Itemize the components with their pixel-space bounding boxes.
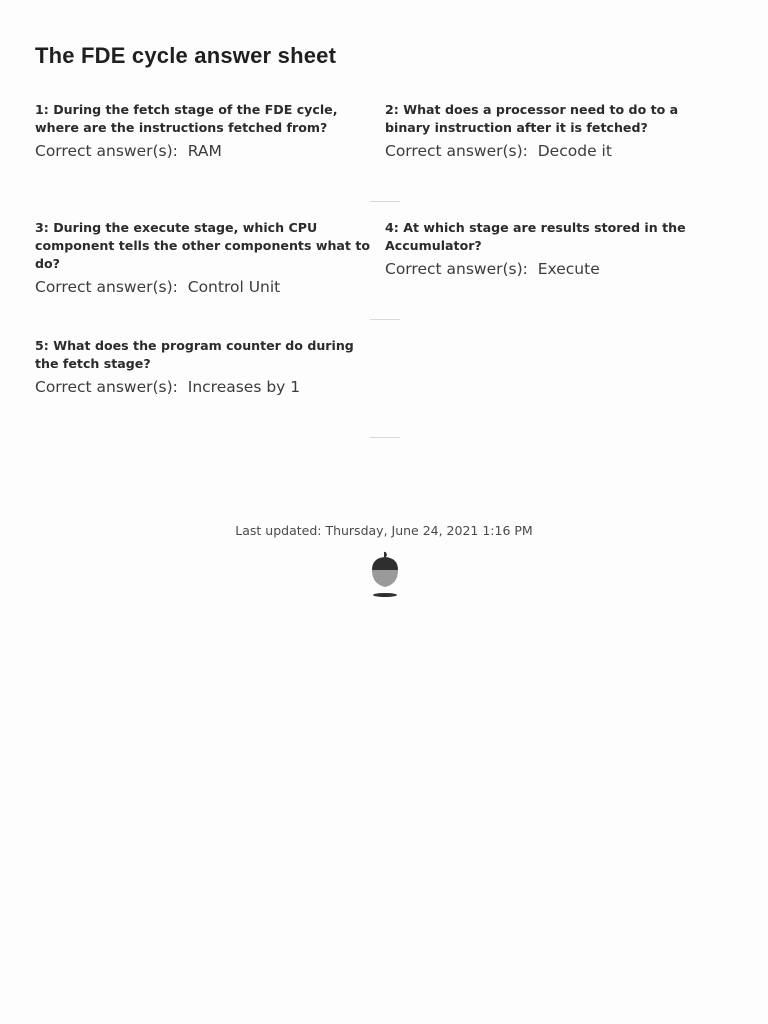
answer-label: Correct answer(s):: [35, 278, 178, 296]
question-card-2: [385, 101, 735, 219]
question-text: [35, 101, 371, 137]
question-text: [385, 101, 721, 137]
acorn-body: [372, 570, 398, 587]
question-row: [35, 337, 735, 455]
question-row: [35, 219, 735, 337]
answer-label: Correct answer(s):: [35, 142, 178, 160]
question-number: 5:: [35, 338, 49, 353]
question-card-1: [35, 101, 385, 219]
answer-line: [385, 257, 721, 281]
answer-line: [35, 375, 371, 399]
answer-line: [385, 139, 721, 163]
row-divider: [370, 437, 400, 438]
question-number: 2:: [385, 102, 399, 117]
question-number: 3:: [35, 220, 49, 235]
question-number: 4:: [385, 220, 399, 235]
question-card-3: [35, 219, 385, 337]
answer-value: Increases by 1: [187, 378, 301, 396]
answer-line: [35, 139, 371, 163]
question-row: [35, 101, 735, 219]
last-updated-text: Last updated: Thursday, June 24, 2021 1:16 PM: [235, 523, 533, 538]
answer-value: Execute: [537, 260, 600, 278]
acorn-stem: [384, 552, 387, 557]
question-grid: [35, 101, 735, 455]
question-body: What does a processor need to do to a binary instruction after it is fetched?: [385, 102, 679, 135]
question-text: [385, 219, 721, 255]
question-number: 1:: [35, 102, 49, 117]
answer-value: Decode it: [537, 142, 612, 160]
answer-line: [35, 275, 371, 299]
acorn-icon: [368, 550, 402, 600]
answer-value: Control Unit: [187, 278, 281, 296]
question-card-5: [35, 337, 385, 455]
question-body: What does the program counter do during the fetch stage?: [35, 338, 354, 371]
acorn-cap: [372, 557, 398, 570]
page-title: The FDE cycle answer sheet: [35, 43, 337, 68]
question-text: [35, 219, 371, 273]
row-divider: [370, 201, 400, 202]
empty-card: [385, 337, 735, 455]
question-body: During the execute stage, which CPU component tells the other components what to do?: [35, 220, 371, 271]
acorn-shadow: [373, 593, 397, 597]
question-body: During the fetch stage of the FDE cycle, where are the instructions fetched from?: [35, 102, 338, 135]
question-text: [35, 337, 371, 373]
question-body: At which stage are results stored in the Accumulator?: [385, 220, 686, 253]
answer-label: Correct answer(s):: [385, 260, 528, 278]
answer-value: RAM: [187, 142, 222, 160]
question-card-4: [385, 219, 735, 337]
row-divider: [370, 319, 400, 320]
answer-label: Correct answer(s):: [35, 378, 178, 396]
answer-label: Correct answer(s):: [385, 142, 528, 160]
